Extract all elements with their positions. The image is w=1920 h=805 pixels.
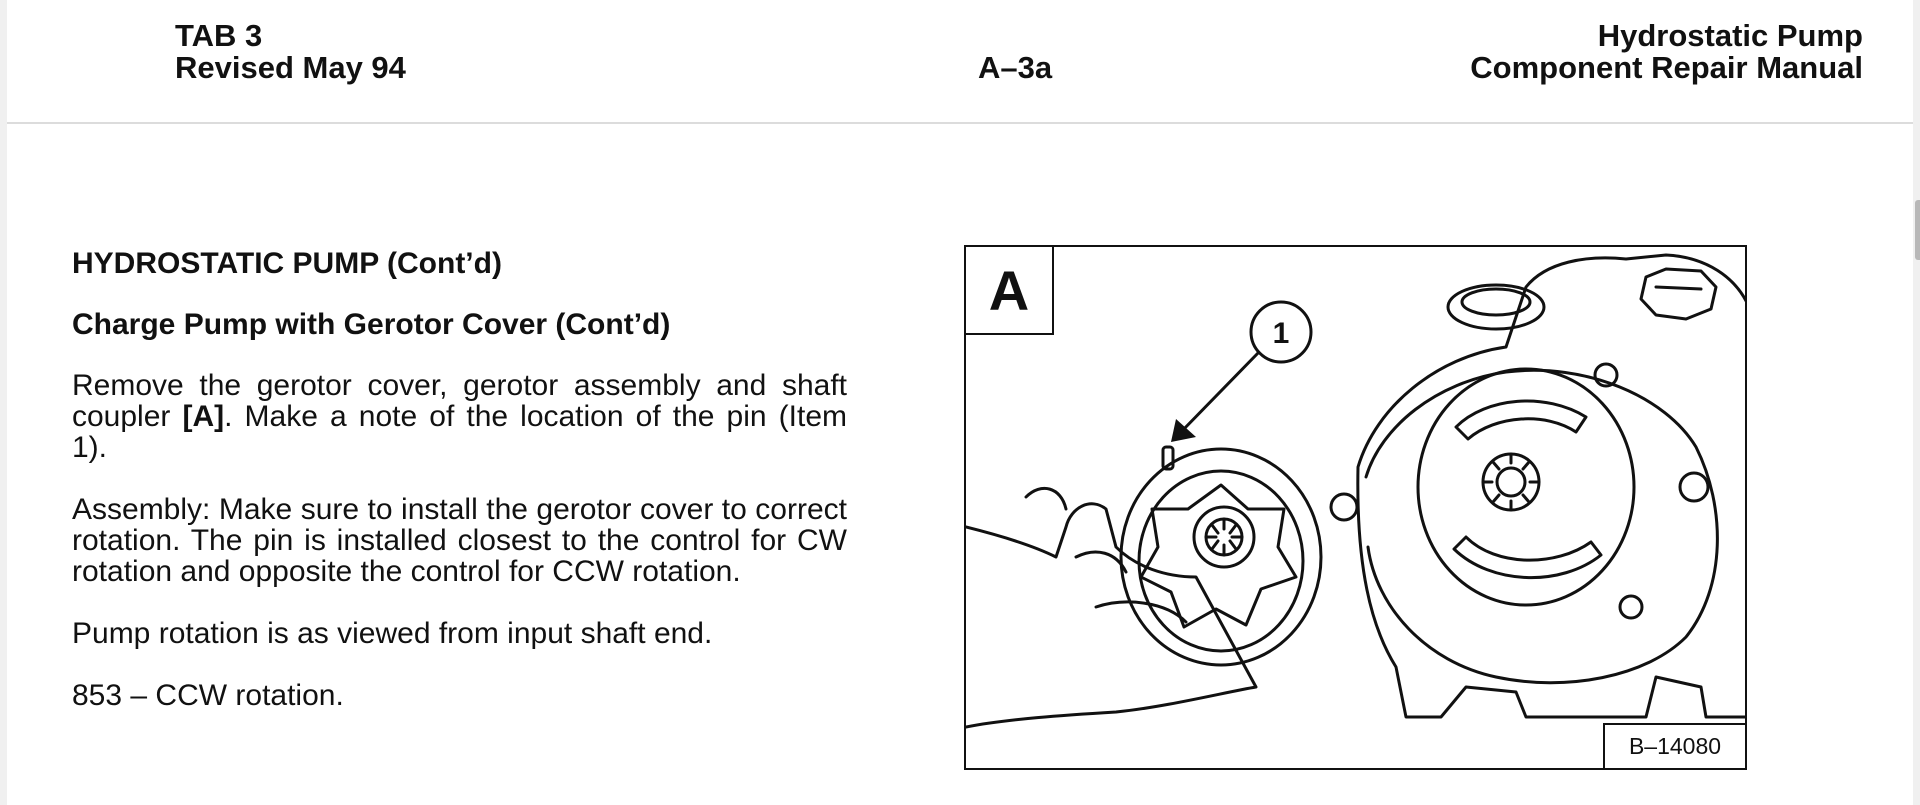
page-edge-tab xyxy=(1915,200,1920,260)
section-heading: HYDROSTATIC PUMP (Cont’d) xyxy=(72,247,502,280)
body-text xyxy=(72,248,847,742)
paragraph-model: 853 – CCW rotation. xyxy=(72,679,344,712)
paragraph-assembly: Assembly: Make sure to install the gerotor cover to correct rotation. The pin is installed closest to the control for CW rotation and opposite the control for CCW rotation. xyxy=(72,493,847,588)
bolt-hole-right xyxy=(1680,473,1708,501)
paragraph-remove xyxy=(72,370,847,463)
figure-reference: [A] xyxy=(182,400,225,433)
pump-housing xyxy=(1358,255,1747,717)
revision-date: Revised May 94 xyxy=(175,50,406,85)
port-plate xyxy=(1418,369,1634,605)
bolt-hole-left xyxy=(1331,494,1357,520)
callout-leader xyxy=(1181,352,1259,432)
header-left xyxy=(175,20,406,84)
page-number: A–3a xyxy=(978,50,1053,85)
sub-heading: Charge Pump with Gerotor Cover (Cont’d) xyxy=(72,308,671,341)
kidney-port-lower xyxy=(1454,537,1601,578)
hex-plug xyxy=(1641,269,1716,319)
paragraph-rotation: Pump rotation is as viewed from input shaft end. xyxy=(72,617,713,650)
manual-title: Component Repair Manual xyxy=(1470,50,1863,85)
page-header xyxy=(7,0,1913,124)
pump-illustration xyxy=(966,247,1747,770)
manual-subject: Hydrostatic Pump xyxy=(1597,18,1863,53)
callout-number: 1 xyxy=(1272,317,1290,350)
tab-label: TAB 3 xyxy=(175,18,263,53)
housing-flange xyxy=(1366,370,1717,682)
figure-letter: A xyxy=(966,247,1054,335)
top-port xyxy=(1448,285,1544,329)
manual-page xyxy=(7,0,1913,805)
viewer-edge xyxy=(1913,0,1920,805)
gerotor-hub xyxy=(1194,507,1254,567)
figure-a xyxy=(964,245,1747,770)
para1-text-a: Remove the gerotor cover, gerotor assembly and shaft coupler xyxy=(72,369,847,433)
kidney-port-upper xyxy=(1456,401,1586,439)
para1-text-b: . Make a note of the location of the pin (Item 1). xyxy=(72,400,847,464)
figure-id: B–14080 xyxy=(1603,723,1745,768)
header-right xyxy=(1470,20,1863,84)
bolt-hole-bottom xyxy=(1620,596,1642,618)
